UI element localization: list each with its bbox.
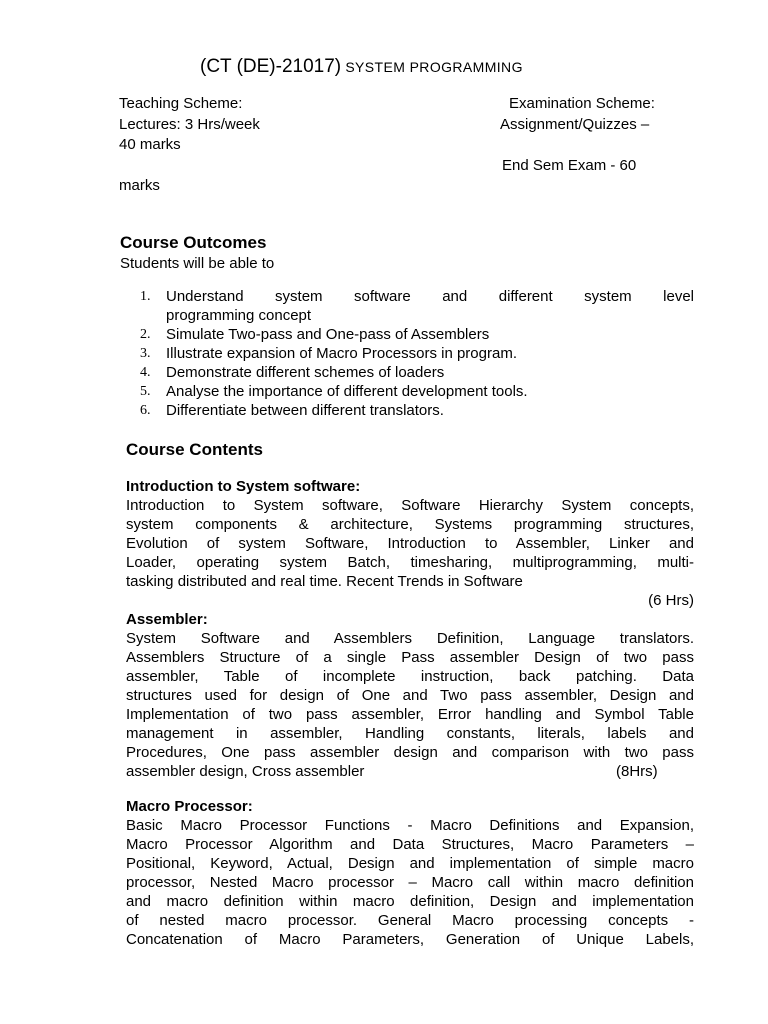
section-body [126,496,694,610]
outcome-text: Simulate Two-pass and One-pass of Assemblers [166,326,490,343]
outcome-item [120,344,694,363]
body-line-last [126,762,694,781]
outcome-number: 2. [140,327,151,342]
section-body [126,816,694,949]
body-line: Introduction to System software, Software Hierarchy System concepts, [126,497,694,514]
assignment-text: Assignment/Quizzes – [500,116,650,133]
body-line: Assemblers Structure of a single Pass assembler Design of two pass [126,649,694,666]
body-line: and macro definition within macro definition, Design and implementation [126,893,694,910]
body-line: Loader, operating system Batch, timesharing, multiprogramming, multi- [126,554,694,571]
outcome-text-cont: programming concept [166,307,312,324]
body-line: system components & architecture, Systems programming structures, [126,516,694,533]
lectures-text: Lectures: 3 Hrs/week [119,116,260,133]
outcome-text: Understand system software and different system level [166,288,694,305]
body-line: Basic Macro Processor Functions - Macro Definitions and Expansion, [126,817,694,834]
section-title: Introduction to System software: [126,478,361,495]
course-code: (CT (DE)-21017) [200,56,342,77]
outcome-number: 1. [140,289,151,304]
body-line: Macro Processor Algorithm and Data Structures, Macro Parameters – [126,836,694,853]
body-line: Procedures, One pass assembler design and comparison with two pass [126,744,694,761]
body-line: processor, Nested Macro processor – Macro call within macro definition [126,874,694,891]
section-hours: (8Hrs) [616,763,658,780]
outcomes-heading: Course Outcomes [120,233,267,252]
outcome-item [120,325,694,344]
outcomes-intro: Students will be able to [120,255,275,272]
body-line: System Software and Assemblers Definition, Language translators. [126,630,694,647]
outcome-item [120,363,694,382]
outcome-item [120,382,694,401]
endsem-marks: marks [119,177,160,194]
outcomes-list [120,287,694,420]
course-title [200,57,523,77]
endsem-text: End Sem Exam - 60 [502,157,637,174]
body-line: management in assembler, Handling constants, literals, labels and [126,725,694,742]
body-line: assembler, Table of incomplete instruction, back patching. Data [126,668,694,685]
outcome-number: 5. [140,384,151,399]
section-hours: (6 Hrs) [648,592,694,609]
outcome-item [120,287,694,325]
body-line: Concatenation of Macro Parameters, Generation of Unique Labels, [126,931,694,948]
outcome-text: Analyse the importance of different development tools. [166,383,528,400]
contents-heading: Course Contents [126,440,263,459]
section-body [126,629,694,781]
body-line: tasking distributed and real time. Recent Trends in Software [126,573,523,590]
body-line-text: assembler design, Cross assembler [126,763,365,780]
body-line: Positional, Keyword, Actual, Design and implementation of simple macro [126,855,694,872]
outcome-text: Differentiate between different translators. [166,402,444,419]
outcome-number: 3. [140,346,151,361]
body-line: Evolution of system Software, Introduction to Assembler, Linker and [126,535,694,552]
teaching-scheme-label: Teaching Scheme: [119,95,243,112]
examination-scheme-label: Examination Scheme: [509,95,655,112]
section-title: Macro Processor: [126,798,253,815]
body-line: of nested macro processor. General Macro processing concepts - [126,912,694,929]
course-name: SYSTEM PROGRAMMING [345,59,523,75]
assignment-marks: 40 marks [119,136,181,153]
body-line: Implementation of two pass assembler, Error handling and Symbol Table [126,706,694,723]
body-line: structures used for design of One and Two pass assembler, Design and [126,687,694,704]
outcome-number: 6. [140,403,151,418]
outcome-number: 4. [140,365,151,380]
section-title: Assembler: [126,611,208,628]
outcome-item [120,401,694,420]
outcome-text: Demonstrate different schemes of loaders [166,364,445,381]
outcome-text: Illustrate expansion of Macro Processors in program. [166,345,517,362]
